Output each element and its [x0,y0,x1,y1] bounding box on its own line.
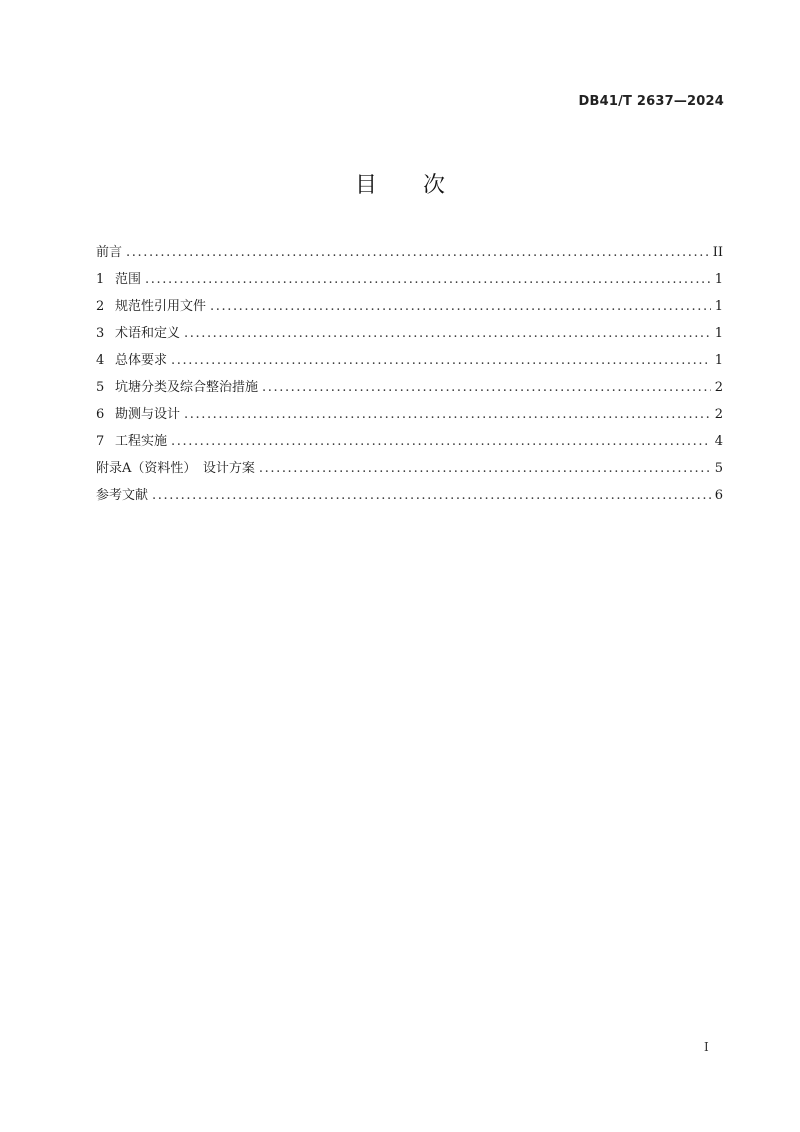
toc-entry-label: 7 工程实施 [96,434,168,449]
toc-entry-implementation[interactable] [96,428,723,455]
toc-entry-page: II [712,245,723,260]
toc-entry-label: 3 术语和定义 [96,326,181,341]
toc-entry-normative-references[interactable] [96,293,723,320]
toc-entry-page: 2 [714,407,723,422]
toc-entry-label: 6 勘测与设计 [96,407,181,422]
toc-leader-dots [171,428,711,455]
toc-leader-dots [184,401,711,428]
toc-entry-page: 6 [714,488,723,503]
toc-entry-general-requirements[interactable] [96,347,723,374]
toc-leader-dots [171,347,711,374]
toc-entry-label: 5 坑塘分类及综合整治措施 [96,380,259,395]
toc-leader-dots [152,482,711,509]
toc-leader-dots [210,293,711,320]
toc-entry-label: 前言 [96,245,123,260]
toc-leader-dots [259,455,711,482]
title-char-2: 次 [423,173,446,198]
title-char-1: 目 [354,173,377,198]
toc-entry-scope[interactable] [96,266,723,293]
toc-entry-page: 1 [714,272,723,287]
toc-entry-appendix-a[interactable] [96,455,723,482]
toc-entry-page: 1 [714,353,723,368]
toc-leader-dots [184,320,711,347]
toc-entry-label: 2 规范性引用文件 [96,299,207,314]
toc-entry-page: 4 [714,434,723,449]
toc-leader-dots [145,266,711,293]
table-of-contents [96,239,723,509]
toc-entry-bibliography[interactable] [96,482,723,509]
toc-entry-page: 5 [714,461,723,476]
toc-entry-page: 2 [714,380,723,395]
toc-entry-label: 1 范围 [96,272,142,287]
toc-entry-label: 附录A（资料性） 设计方案 [96,461,255,476]
page-title [0,168,800,199]
page-number: I [704,1040,709,1054]
standard-code: DB41/T 2637—2024 [578,94,724,109]
toc-entry-page: 1 [714,299,723,314]
toc-entry-label: 4 总体要求 [96,353,168,368]
toc-leader-dots [126,239,709,266]
toc-entry-survey-design[interactable] [96,401,723,428]
toc-entry-label: 参考文献 [96,488,149,503]
toc-entry-pond-classification[interactable] [96,374,723,401]
toc-entry-foreword[interactable] [96,239,723,266]
toc-entry-page: 1 [714,326,723,341]
toc-leader-dots [262,374,711,401]
toc-entry-terms-definitions[interactable] [96,320,723,347]
